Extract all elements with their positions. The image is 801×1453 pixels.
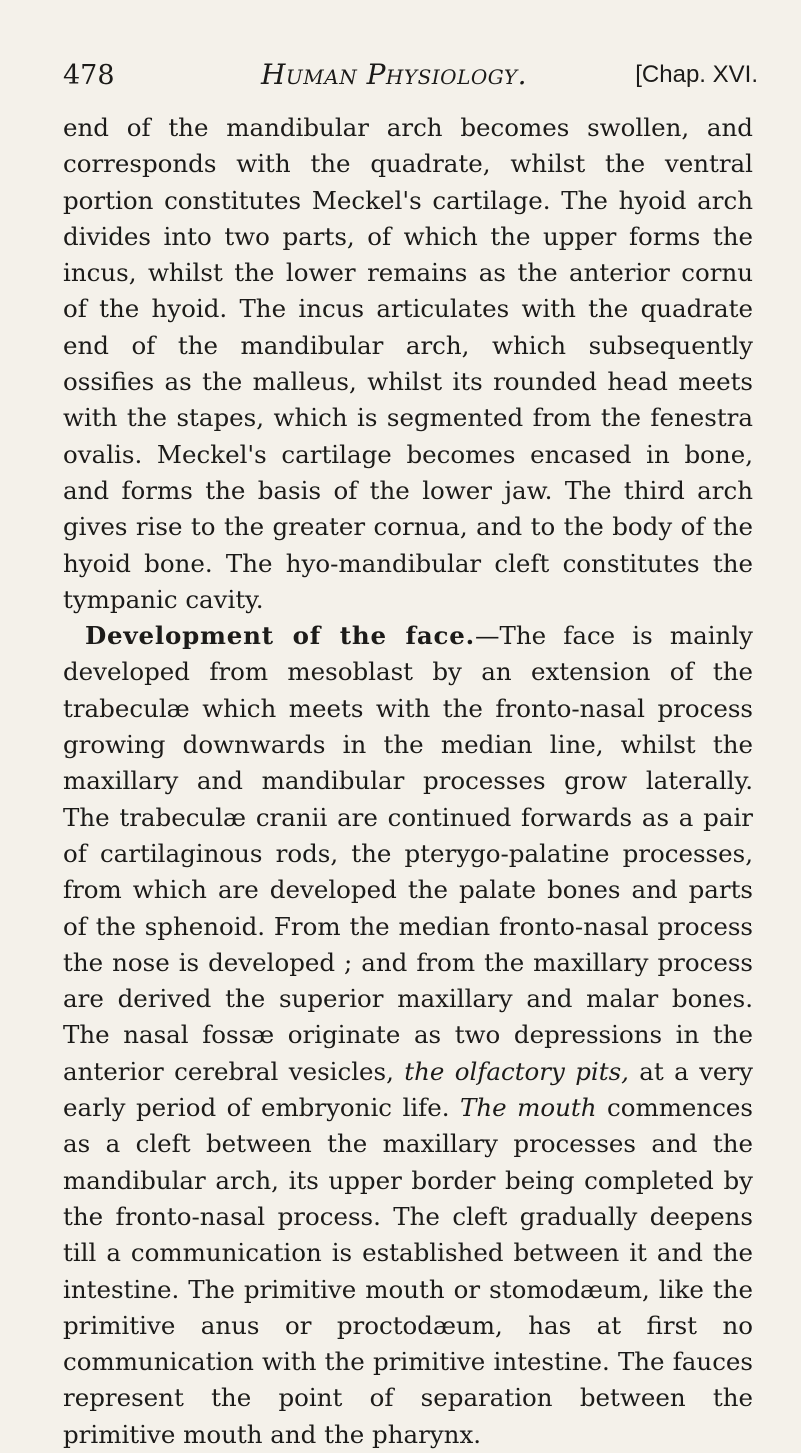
italic-term-olfactory-pits: the olfactory pits, xyxy=(404,1056,629,1086)
paragraph-continuation: end of the mandibular arch becomes swollen, and corresponds with the quadrate, whilst the ventral portion constitutes Meckel's cartilage. The hyoid arch divides into two parts, of which the upper forms the incus, whilst the lower remains as the anterior cornu of the hyoid. The incus articulates with the quadrate end of the mandibular arch, which subsequently ossifies as the malleus, whilst its rounded head meets with the stapes, which is segmented from the fenestra ovalis. Meckel's cartilage becomes encased in bone, and forms the basis of the lower jaw. The third arch gives rise to the greater cornua, and to the body of the hyoid bone. The hyo-mandibular cleft constitutes the tympanic cavity. xyxy=(63,113,753,614)
paragraph-text: at a very early period of embryonic life. xyxy=(63,1056,753,1123)
section-heading: Development of the face. xyxy=(85,621,475,651)
running-title: Human Physiology. xyxy=(261,58,527,91)
page-number: 478 xyxy=(63,60,115,91)
paragraph-development-of-face xyxy=(63,618,753,1453)
body-text xyxy=(63,110,753,1453)
paragraph-text: —The face is mainly developed from mesoblast by an extension of the trabeculæ which meets with the fronto-nasal process growing downwards in the median line, whilst the maxillary and mandibular processes grow laterally. The trabeculæ cranii are continued forwards as a pair of cartilaginous rods, the pterygo-palatine processes, from which are developed the palate bones and parts of the sphenoid. From the median fronto-nasal process the nose is developed ; and from the maxillary process are derived the superior maxillary and malar bones. The nasal fossæ originate as two depressions in the anterior cerebral vesicles, xyxy=(63,621,753,1086)
chapter-label: [Chap. XVI. xyxy=(635,61,758,88)
page-header xyxy=(63,58,758,98)
paragraph-text: commences as a cleft between the maxillary processes and the mandibular arch, its upper border being completed by the fronto-nasal process. The cleft gradually deepens till a communication is established between it and the intestine. The primitive mouth or stomodæum, like the primitive anus or proctodæum, has at first no communication with the primitive intestine. The fauces represent the point of separation between the primitive mouth and the pharynx. xyxy=(63,1093,753,1449)
italic-term-mouth: The mouth xyxy=(460,1093,597,1123)
